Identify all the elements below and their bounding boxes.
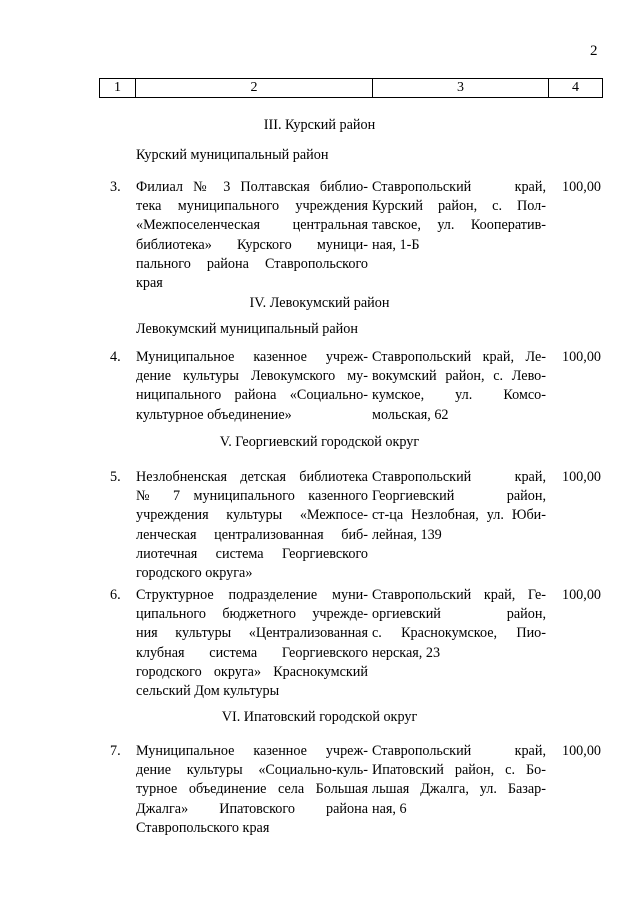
header-cell-1: 1 (114, 80, 121, 95)
entry-address-line: ная, 6 (372, 800, 407, 817)
entry-address-line: Ставропольский край, (372, 469, 546, 485)
entry-number: 7. (110, 743, 121, 759)
entry-name-line: ленческая централизованная биб- (136, 526, 368, 543)
entry-address-line: мольская, 62 (372, 406, 449, 423)
entry-name-line: сельский Дом культуры (136, 682, 280, 699)
entry-name-line: № 7 муниципального казенного (136, 488, 368, 505)
entry-address-line: Курский район, с. Пол- (372, 198, 546, 215)
entry-address (372, 178, 546, 255)
entry-name-line: ниципального района «Социально- (136, 387, 368, 404)
entry-address-line: тавское, ул. Кооператив- (372, 217, 546, 234)
entry-address (372, 468, 546, 545)
entry-address-line: ст-ца Незлобная, ул. Юби- (372, 507, 546, 524)
entry-address (372, 586, 546, 663)
entry-name-line: дение культуры Левокумского му- (136, 368, 368, 385)
entry-name-line: Структурное подразделение муни- (136, 587, 368, 603)
entry-number: 4. (110, 349, 121, 365)
entry-name (136, 742, 368, 838)
entry-name-line: культурное объединение» (136, 406, 292, 423)
entry-address-line: Ипатовский район, с. Бо- (372, 762, 546, 779)
entry-name-line: Джалга» Ипатовского района (136, 800, 368, 817)
header-cell-4: 4 (572, 80, 579, 95)
entry-name-line: края (136, 274, 163, 291)
entry-name-line: Филиал № 3 Полтавская библио- (136, 179, 368, 195)
section-heading: IV. Левокумский район (249, 295, 390, 311)
entry-name-line: лиотечная система Георгиевского (136, 545, 368, 562)
entry-name-line: городского округа» Краснокумский (136, 663, 368, 680)
entry-name-line: ципального бюджетного учрежде- (136, 606, 368, 623)
page-number: 2 (590, 43, 598, 59)
entry-name-line: городского округа» (136, 564, 253, 581)
section-heading: III. Курский район (263, 117, 376, 133)
entry-address (372, 348, 546, 425)
entry-address-line: оргиевский район, (372, 606, 546, 623)
entry-value: 100,00 (561, 469, 601, 485)
entry-name-line: «Межпоселенческая центральная (136, 217, 368, 234)
entry-value: 100,00 (561, 179, 601, 195)
entry-name-line: Ставропольского края (136, 819, 270, 836)
entry-address-line: Ставропольский край, (372, 743, 546, 759)
entry-name-line: ния культуры «Централизованная (136, 625, 368, 642)
entry-value: 100,00 (561, 743, 601, 759)
entry-name-line: клубная система Георгиевского (136, 644, 368, 661)
entry-number: 5. (110, 469, 121, 485)
entry-address-line: нерская, 23 (372, 644, 441, 661)
entry-address-line: льшая Джалга, ул. Базар- (372, 781, 546, 798)
entry-name (136, 178, 368, 293)
entry-address-line: ная, 1-Б (372, 236, 420, 253)
entry-name-line: Муниципальное казенное учреж- (136, 743, 368, 759)
entry-name-line: библиотека» Курского муници- (136, 236, 368, 253)
entry-name-line: тека муниципального учреждения (136, 198, 368, 215)
entry-name-line: учреждения культуры «Межпосе- (136, 507, 368, 524)
header-cell-3: 3 (457, 80, 464, 95)
entry-number: 3. (110, 179, 121, 195)
entry-address-line: Ставропольский край, Ге- (372, 587, 546, 603)
entry-address-line: Георгиевский район, (372, 488, 546, 505)
entry-address-line: Ставропольский край, (372, 179, 546, 195)
header-cell-2: 2 (250, 80, 258, 95)
entry-address-line: с. Краснокумское, Пио- (372, 625, 546, 642)
entry-address-line: Ставропольский край, Ле- (372, 349, 546, 365)
entry-value: 100,00 (561, 349, 601, 365)
entry-name-line: турное объединение села Большая (136, 781, 368, 798)
entry-address (372, 742, 546, 819)
section-heading: V. Георгиевский городской округ (219, 434, 420, 450)
table-header-row (99, 78, 603, 98)
entry-name (136, 468, 368, 583)
section-subheading: Левокумский муниципальный район (136, 321, 358, 337)
entry-number: 6. (110, 587, 121, 603)
entry-address-line: лейная, 139 (372, 526, 442, 543)
entry-name-line: Незлобненская детская библиотека (136, 469, 368, 485)
section-subheading: Курский муниципальный район (136, 147, 329, 163)
section-heading: VI. Ипатовский городской округ (221, 709, 418, 725)
entry-name (136, 586, 368, 701)
entry-address-line: кумское, ул. Комсо- (372, 387, 546, 404)
entry-address-line: вокумский район, с. Лево- (372, 368, 546, 385)
entry-value: 100,00 (561, 587, 601, 603)
entry-name-line: дение культуры «Социально-куль- (136, 762, 368, 779)
entry-name-line: пального района Ставропольского (136, 255, 368, 272)
entry-name (136, 348, 368, 425)
entry-name-line: Муниципальное казенное учреж- (136, 349, 368, 365)
